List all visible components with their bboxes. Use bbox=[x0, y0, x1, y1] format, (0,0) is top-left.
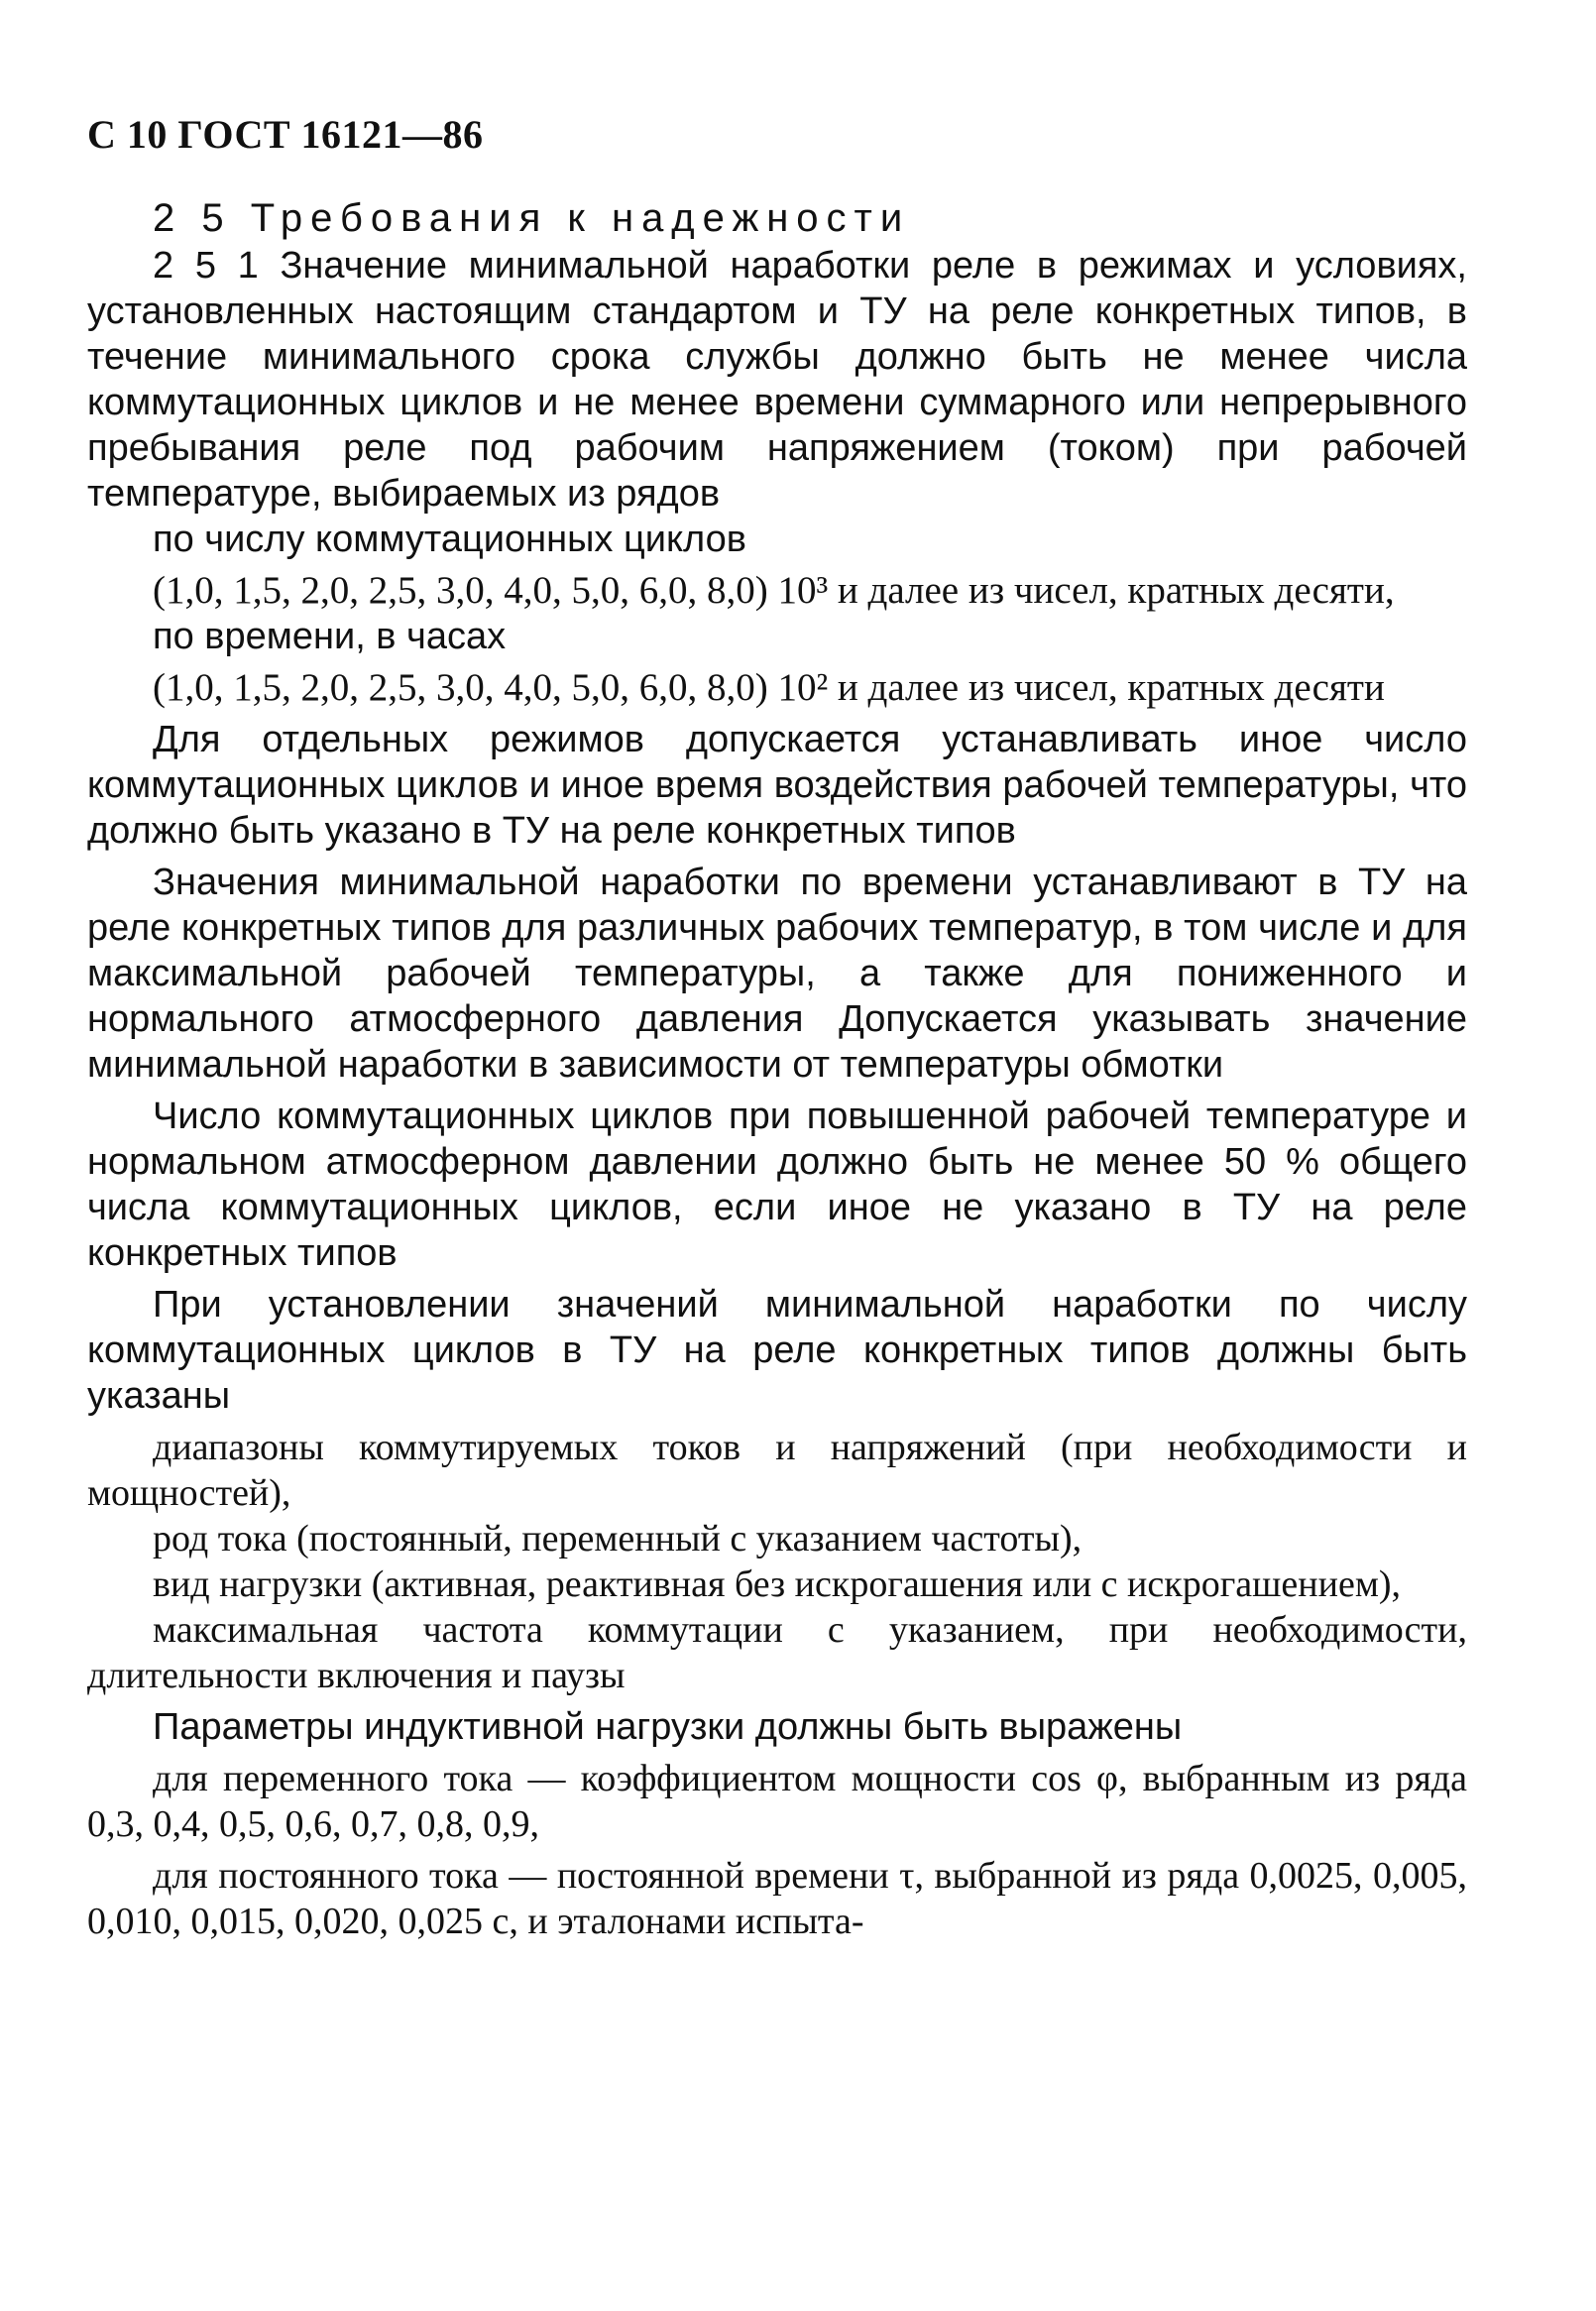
paragraph-2-5-1: 2 5 1 Значение минимальной наработки реле в режимах и условиях, установленных настоящим стандартом и ТУ на реле конкретных типов, в течение минимального срока службы должно быть не менее числа коммутационных циклов и не менее времени суммарного или непрерывного пребывания реле под рабочим напряжением (током) при рабочей температуре, выбираемых из рядов bbox=[87, 245, 1467, 515]
list-item-load-type: вид нагрузки (активная, реактивная без искрогашения или с искрогашением), bbox=[153, 1563, 1402, 1605]
list-item-dc-load: для постоянного тока — постоянной времени τ, выбранной из ряда 0,0025, 0,005, 0,010, 0,015, 0,020, 0,025 с, и эталонами испыта- bbox=[87, 1855, 1467, 1942]
time-series: (1,0, 1,5, 2,0, 2,5, 3,0, 4,0, 5,0, 6,0, 8,0) 10² и далее из чисел, кратных десяти bbox=[153, 666, 1385, 709]
paragraph-requirements-intro: При установлении значений минимальной наработки по числу коммутационных циклов в ТУ на реле конкретных типов должны быть указаны bbox=[87, 1284, 1467, 1417]
cycles-series: (1,0, 1,5, 2,0, 2,5, 3,0, 4,0, 5,0, 6,0, 8,0) 10³ и далее из чисел, кратных десяти, bbox=[153, 569, 1395, 612]
cycles-intro: по числу коммутационных циклов bbox=[153, 519, 746, 560]
time-intro: по времени, в часах bbox=[153, 616, 507, 657]
page-header: С 10 ГОСТ 16121—86 bbox=[87, 112, 484, 157]
list-item-current-type: род тока (постоянный, переменный с указанием частоты), bbox=[153, 1518, 1083, 1560]
paragraph-minimum-values: Значения минимальной наработки по времени устанавливают в ТУ на реле конкретных типов для различных рабочих температур, в том числе и для максимальной рабочей температуры, а также для пониженного и нормального атмосферного давления Допускается указывать значение минимальной наработки в зависимости от температуры обмотки bbox=[87, 862, 1467, 1086]
list-item-ranges: диапазоны коммутируемых токов и напряжений (при необходимости и мощностей), bbox=[87, 1427, 1467, 1514]
document-body bbox=[87, 193, 1467, 1944]
paragraph-cycle-count: Число коммутационных циклов при повышенной рабочей температуре и нормальном атмосферном давлении должно быть не менее 50 % общего числа коммутационных циклов, если иное не указано в ТУ на реле конкретных типов bbox=[87, 1096, 1467, 1274]
paragraph-inductive-load: Параметры индуктивной нагрузки должны быть выражены bbox=[153, 1706, 1183, 1748]
list-item-ac-load: для переменного тока — коэффициентом мощности cos φ, выбранным из ряда 0,3, 0,4, 0,5, 0,6, 0,7, 0,8, 0,9, bbox=[87, 1758, 1467, 1845]
section-title: 2 5 Требования к надежности bbox=[153, 196, 911, 240]
list-item-switching-frequency: максимальная частота коммутации с указанием, при необходимости, длительности включения и паузы bbox=[87, 1609, 1467, 1696]
paragraph-individual-modes: Для отдельных режимов допускается устанавливать иное число коммутационных циклов и иное время воздействия рабочей температуры, что должно быть указано в ТУ на реле конкретных типов bbox=[87, 719, 1467, 852]
